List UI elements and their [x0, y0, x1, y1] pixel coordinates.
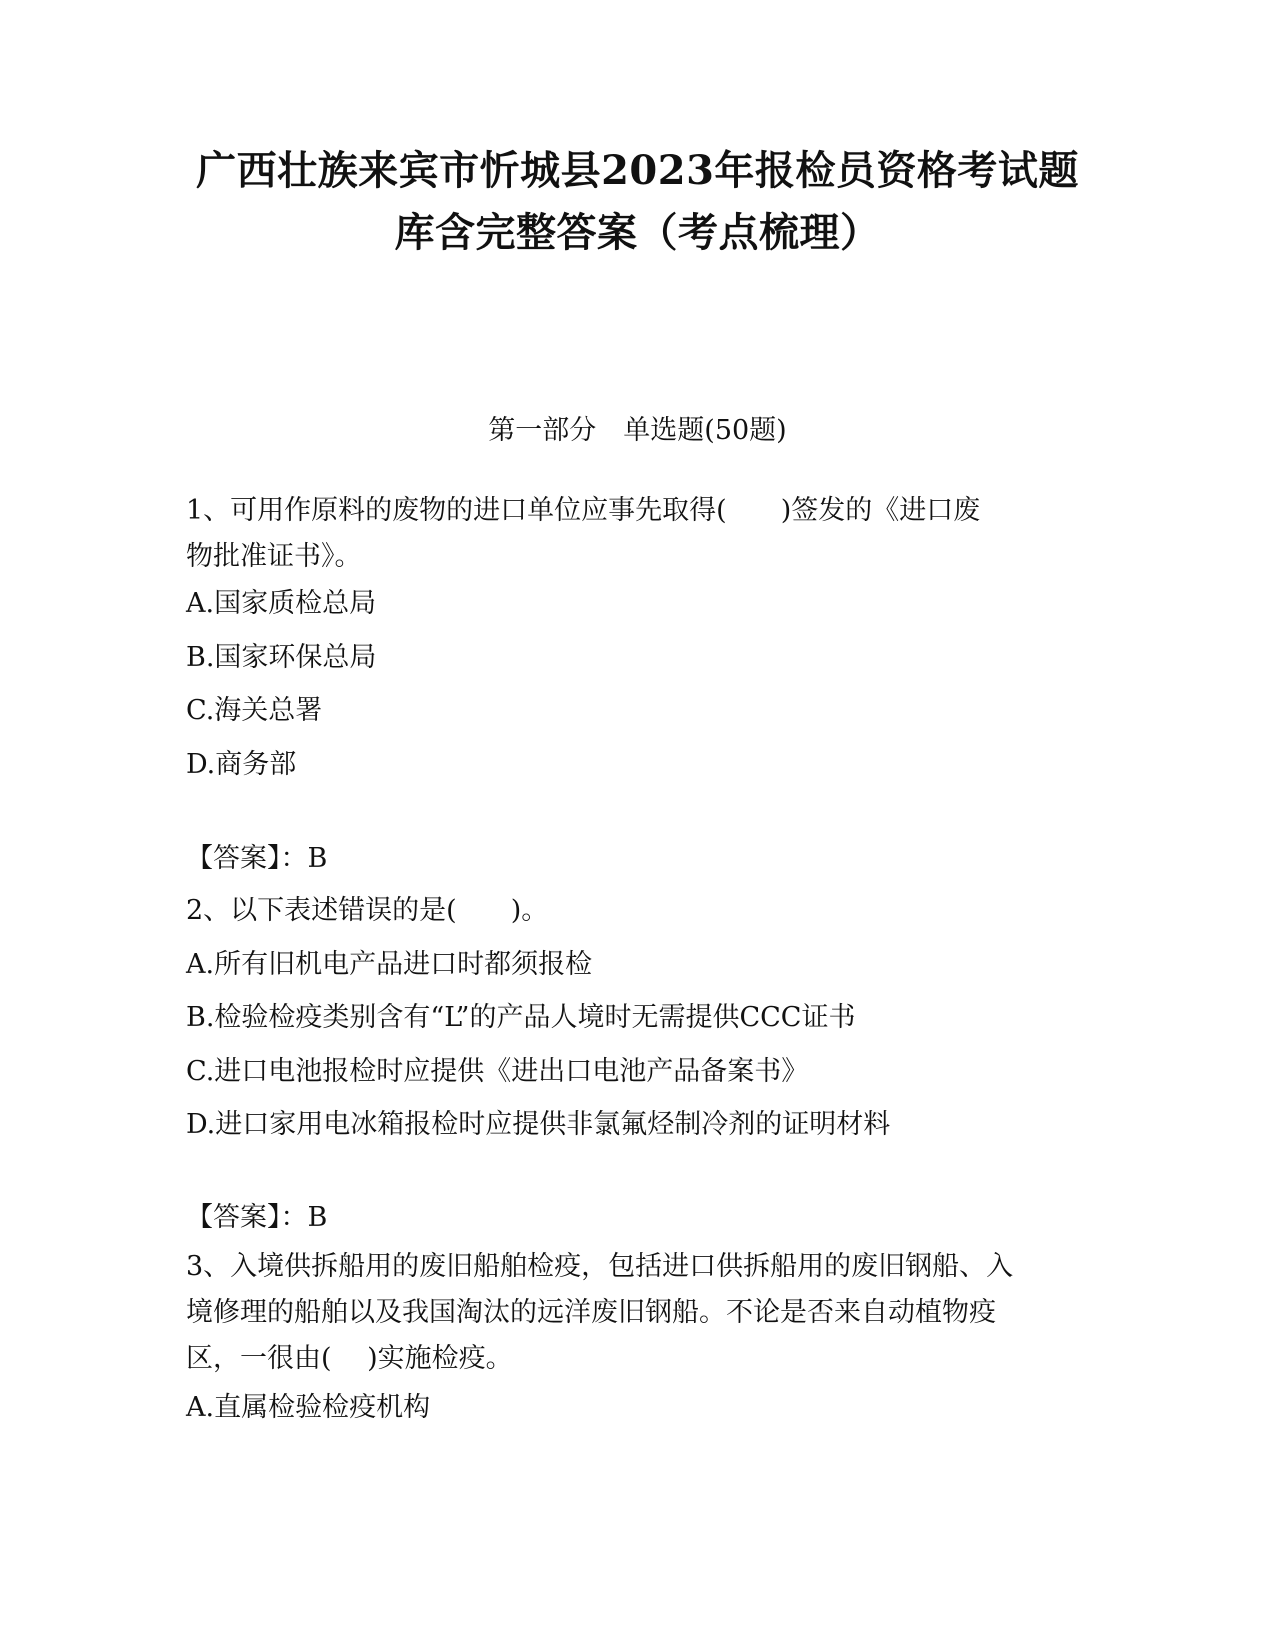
question-1-option-d: D.商务部 — [186, 749, 297, 780]
question-1-option-b: B.国家环保总局 — [186, 642, 377, 673]
question-3-stem-line-2: 境修理的船舶以及我国淘汰的远洋废旧钢船。不论是否来自动植物疫 — [186, 1297, 996, 1328]
question-1-option-c: C.海关总署 — [186, 695, 323, 726]
question-2-answer: 【答案】：B — [186, 1202, 328, 1233]
question-2-option-c: C.进口电池报检时应提供《进出口电池产品备案书》 — [186, 1056, 809, 1087]
title-line-1: 广西壮族来宾市忻城县2023年报检员资格考试题 — [196, 147, 1079, 194]
question-1-answer: 【答案】：B — [186, 843, 328, 874]
question-2-option-a: A.所有旧机电产品进口时都须报检 — [186, 949, 593, 980]
question-3-stem-line-3: 区，一很由( )实施检疫。 — [186, 1343, 513, 1374]
section-heading: 第一部分 单选题(50题) — [488, 415, 787, 446]
question-1-stem-line-2: 物批准证书》。 — [186, 541, 362, 572]
title-line-2: 库含完整答案（考点梳理） — [394, 209, 881, 256]
question-1-option-a: A.国家质检总局 — [186, 588, 377, 619]
question-3-stem-line-1: 3、入境供拆船用的废旧船舶检疫，包括进口供拆船用的废旧钢船、入 — [186, 1251, 1014, 1282]
question-2-option-d: D.进口家用电冰箱报检时应提供非氯氟烃制冷剂的证明材料 — [186, 1109, 891, 1140]
question-3-option-a: A.直属检验检疫机构 — [186, 1392, 431, 1423]
question-1-stem-line-1: 1、可用作原料的废物的进口单位应事先取得( )签发的《进口废 — [186, 495, 981, 526]
question-2-stem — [186, 888, 1086, 934]
question-2-option-b: B.检验检疫类别含有“L”的产品人境时无需提供CCC证书 — [186, 1002, 856, 1033]
question-3-stem — [186, 1244, 1086, 1382]
question-1-stem — [186, 488, 1086, 580]
question-2-stem-line-1: 2、以下表述错误的是( )。 — [186, 895, 549, 926]
document-title — [150, 140, 1125, 264]
